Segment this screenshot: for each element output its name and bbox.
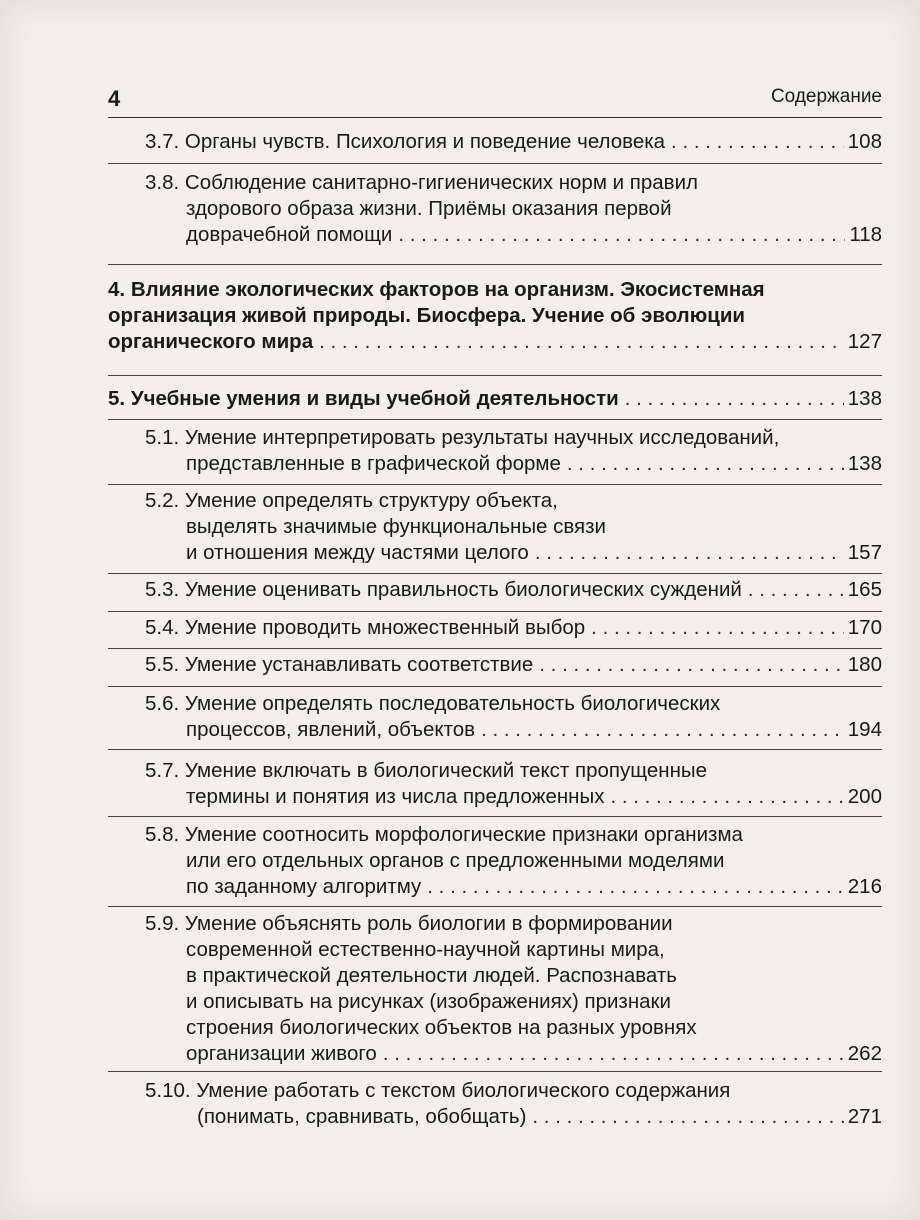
toc-entry-5-4[interactable]: 5.4. Умение проводить множественный выбор . . . 170 [145,615,882,641]
separator [108,419,882,420]
page-ref: 108 [847,130,882,153]
page-ref: 118 [849,223,882,246]
toc-entry-3-8[interactable]: 3.8. Соблюдение санитарно-гигиенических норм и правил здорового образа жизни. Приёмы оказания первой доврачебной помощи . . . 118 [145,170,882,248]
page-ref: 170 [847,616,882,639]
separator [108,906,882,907]
separator [108,163,882,164]
toc-entry-5-7[interactable]: 5.7. Умение включать в биологический текст пропущенные термины и понятия из числа предложенных . . . 200 [145,758,882,810]
separator [108,375,882,376]
section-title: Содержание [770,86,882,107]
page-ref: 127 [847,330,882,353]
page-ref: 165 [847,578,882,601]
separator [108,573,882,574]
page-number: 4 [108,86,121,111]
page-ref: 200 [847,785,882,808]
toc-entry-5-5[interactable]: 5.5. Умение устанавливать соответствие . . . 180 [145,652,882,678]
toc-entry-5-3[interactable]: 5.3. Умение оценивать правильность биологических суждений . . . 165 [145,577,882,603]
page-ref: 194 [847,718,882,741]
toc-entry-5-10[interactable]: 5.10. Умение работать с текстом биологического содержания (понимать, сравнивать, обобщать) . . . 271 [145,1078,882,1130]
separator [108,264,882,265]
toc-entry-5-1[interactable]: 5.1. Умение интерпретировать результаты научных исследований, представленные в графической форме . . . 138 [145,425,882,477]
separator [108,611,882,612]
toc-entry-4[interactable]: 4. Влияние экологических факторов на организм. Экосистемная организация живой природы. Биосфера. Учение об эволюции органического мира . . . 127 [108,277,882,355]
toc-entry-5[interactable]: 5. Учебные умения и виды учебной деятельности . . . 138 [108,386,882,412]
toc-entry-3-7[interactable]: 3.7. Органы чувств. Психология и поведение человека . . . 108 [145,129,882,155]
page-ref: 216 [847,875,882,898]
page-ref: 271 [847,1105,882,1128]
separator [108,749,882,750]
separator [108,648,882,649]
toc-entry-5-2[interactable]: 5.2. Умение определять структуру объекта, выделять значимые функциональные связи и отношения между частями целого . . . 157 [145,488,882,566]
toc-entry-5-8[interactable]: 5.8. Умение соотносить морфологические признаки организма или его отдельных органов с предложенными моделями по заданному алгоритму . . . 216 [145,822,882,900]
toc-entry-5-9[interactable]: 5.9. Умение объяснять роль биологии в формировании современной естественно-научной картины мира, в практической деятельности людей. Распознавать и описывать на рисунках (изображениях) признаки строения биологических объектов на разных уровнях организации живого . . . 262 [145,911,882,1067]
page-ref: 138 [847,387,882,410]
separator [108,816,882,817]
header-rule [108,117,882,118]
page-ref: 180 [847,653,882,676]
page-header [108,86,882,112]
toc-entry-5-6[interactable]: 5.6. Умение определять последовательность биологических процессов, явлений, объектов . . . 194 [145,691,882,743]
page-ref: 262 [847,1042,882,1065]
page-ref: 138 [847,452,882,475]
page-ref: 157 [847,541,882,564]
separator [108,686,882,687]
separator [108,1071,882,1072]
separator [108,484,882,485]
